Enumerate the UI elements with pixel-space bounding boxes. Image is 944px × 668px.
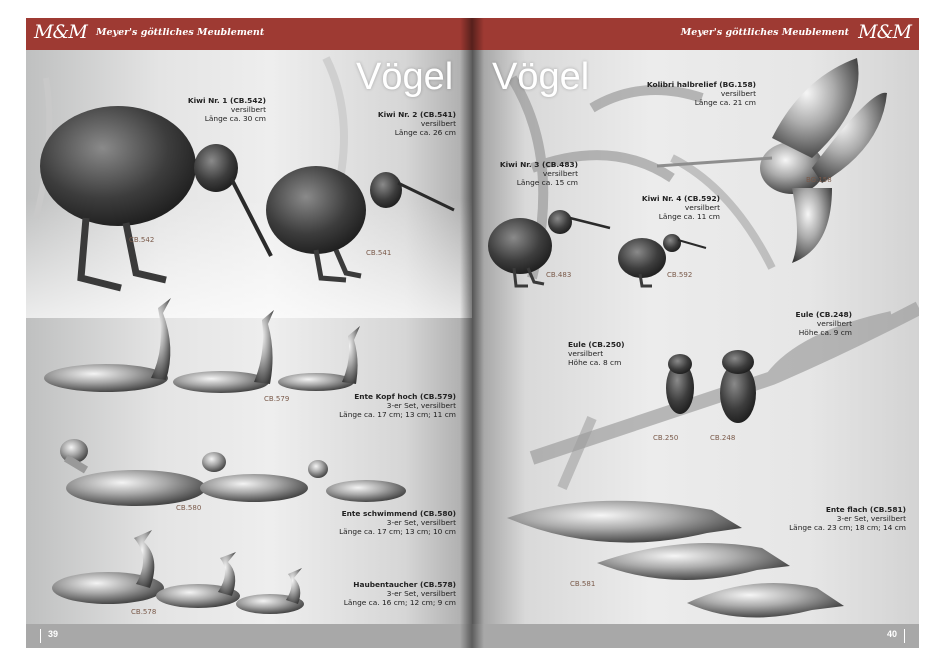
left-page <box>26 18 472 648</box>
page-number-left: 39 <box>48 629 59 639</box>
product-desc-owl-248: Eule (CB.248) versilbert Höhe ca. 9 cm <box>795 310 852 337</box>
product-code-hummingbird: BG.158 <box>806 176 832 184</box>
product-code-flat-duck: CB.581 <box>570 580 596 588</box>
book-gutter-shadow <box>460 18 484 648</box>
brand-name: Meyer's göttliches Meublement <box>680 27 849 38</box>
product-code-kiwi-1: CB.542 <box>129 236 155 244</box>
product-desc-duck-head-up: Ente Kopf hoch (CB.579) 3-er Set, versilbert Länge ca. 17 cm; 13 cm; 11 cm <box>339 392 456 419</box>
page-number-divider <box>904 629 905 643</box>
product-desc-grebe: Haubentaucher (CB.578) 3-er Set, versilbert Länge ca. 16 cm; 12 cm; 9 cm <box>343 580 456 607</box>
kiwi-4-figure <box>618 234 706 286</box>
grebe-figures <box>52 530 304 614</box>
product-code-grebe: CB.578 <box>131 608 157 616</box>
page-number-divider <box>40 629 41 643</box>
product-code-kiwi-2: CB.541 <box>366 249 392 257</box>
brand-logo: M&M <box>858 21 911 43</box>
product-desc-kiwi-1: Kiwi Nr. 1 (CB.542) versilbert Länge ca. 30 cm <box>187 96 266 123</box>
product-desc-kiwi-4: Kiwi Nr. 4 (CB.592) versilbert Länge ca. 11 cm <box>641 194 720 221</box>
right-footer-bar <box>472 624 919 648</box>
brand-logo: M&M <box>34 21 87 43</box>
left-footer-bar <box>26 624 472 648</box>
owl-figures <box>666 350 756 423</box>
right-page <box>472 18 919 648</box>
product-desc-hummingbird: Kolibri halbrelief (BG.158) versilbert Länge ca. 21 cm <box>646 80 756 107</box>
product-desc-duck-swimming: Ente schwimmend (CB.580) 3-er Set, versilbert Länge ca. 17 cm; 13 cm; 10 cm <box>339 509 456 536</box>
page-number-right: 40 <box>886 629 897 639</box>
duck-swimming-figures <box>60 439 406 506</box>
page-title-right: Vögel <box>492 56 590 98</box>
product-desc-kiwi-3: Kiwi Nr. 3 (CB.483) versilbert Länge ca. 15 cm <box>499 160 578 187</box>
product-desc-owl-250: Eule (CB.250) versilbert Höhe ca. 8 cm <box>568 340 625 367</box>
product-code-kiwi-3: CB.483 <box>546 271 572 279</box>
product-desc-flat-duck: Ente flach (CB.581) 3-er Set, versilbert Länge ca. 23 cm; 18 cm; 14 cm <box>789 505 906 532</box>
product-desc-kiwi-2: Kiwi Nr. 2 (CB.541) versilbert Länge ca. 26 cm <box>377 110 456 137</box>
product-code-owl-250: CB.250 <box>653 434 679 442</box>
product-code-kiwi-4: CB.592 <box>667 271 693 279</box>
brand-name: Meyer's göttliches Meublement <box>96 27 265 38</box>
product-code-duck-head-up: CB.579 <box>264 395 290 403</box>
product-code-owl-248: CB.248 <box>710 434 736 442</box>
page-title-left: Vögel <box>356 56 454 98</box>
product-code-duck-swimming: CB.580 <box>176 504 202 512</box>
